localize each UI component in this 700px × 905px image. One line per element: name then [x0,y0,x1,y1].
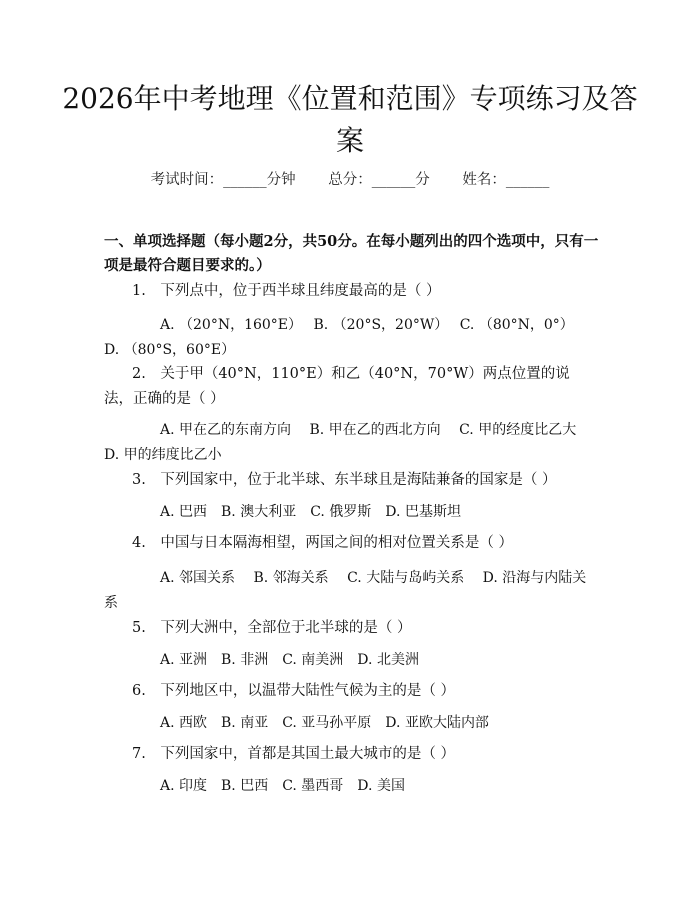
question-1-options: A. （20°N，160°E） B. （20°S，20°W） C. （80°N，0°） D. （80°S，60°E） [104,317,586,358]
question-1: 1. 下列点中，位于西半球且纬度最高的是（ ） [132,283,441,299]
question-6: 6. 下列地区中，以温带大陆性气候为主的是（ ） [132,683,455,699]
section-heading: 一、单项选择题（每小题2分，共50分。在每小题列出的四个选项中，只有一项是最符合题目要求的。） [104,233,599,274]
question-5-options: A. 亚洲 B. 非洲 C. 南美洲 D. 北美洲 [160,652,419,668]
score-field: 总分：______分 [328,172,430,188]
question-7-options: A. 印度 B. 巴西 C. 墨西哥 D. 美国 [160,778,405,794]
question-7: 7. 下列国家中，首都是其国土最大城市的是（ ） [132,746,455,762]
question-2: 2. 关于甲（40°N，110°E）和乙（40°N，70°W）两点位置的说法，正确的是（ ） [104,366,570,407]
exam-meta [0,168,700,189]
question-2-options: A. 甲在乙的东南方向 B. 甲在乙的西北方向 C. 甲的经度比乙大 D. 甲的纬度比乙小 [104,422,595,463]
question-6-options: A. 西欧 B. 南亚 C. 亚马孙平原 D. 亚欧大陆内部 [160,715,489,731]
question-3: 3. 下列国家中，位于北半球、东半球且是海陆兼备的国家是（ ） [132,472,557,488]
document-title: 2026年中考地理《位置和范围》专项练习及答案 [62,82,638,157]
time-field: 考试时间：______分钟 [150,172,296,188]
question-3-options: A. 巴西 B. 澳大利亚 C. 俄罗斯 D. 巴基斯坦 [160,504,461,520]
question-4-options: A. 邻国关系 B. 邻海关系 C. 大陆与岛屿关系 D. 沿海与内陆关系 [104,570,587,611]
question-4: 4. 中国与日本隔海相望，两国之间的相对位置关系是（ ） [132,535,513,551]
question-5: 5. 下列大洲中，全部位于北半球的是（ ） [132,620,412,636]
name-field: 姓名：______ [462,172,550,188]
